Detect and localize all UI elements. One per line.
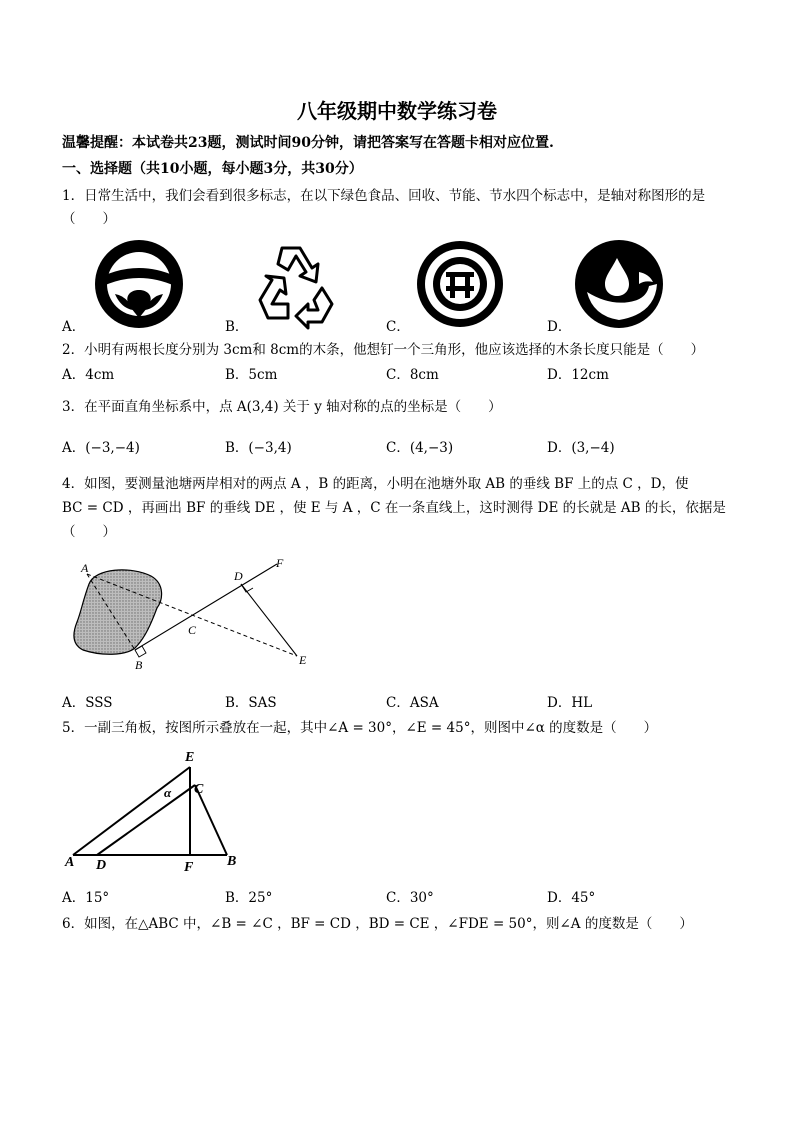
line-d-e [241,584,297,656]
label-alpha: α [164,785,172,800]
question-5-option-c[interactable]: C．30° [386,890,434,906]
label-c: C [188,623,197,637]
question-4-option-c[interactable]: C．ASA [386,695,439,711]
question-3-option-b[interactable]: B．(−3,4) [225,440,292,456]
label-b: B [227,854,237,869]
question-3-option-d[interactable]: D．(3,−4) [547,440,615,456]
question-5-option-a[interactable]: A．15° [62,890,110,906]
right-angle-b [135,646,146,657]
question-4-option-a[interactable]: A．SSS [62,695,113,711]
question-5-option-d[interactable]: D．45° [547,890,596,906]
question-2-text: 2．小明有两根长度分别为 3cm和 8cm的木条，他想钉一个三角形，他应该选择的木条长度只能是（ ） [62,342,705,358]
label-d: D [96,858,107,873]
water-saving-logo-icon [573,238,665,330]
segment-a-e [73,767,190,855]
question-1-option-a[interactable]: A． [62,319,86,335]
page-title: 八年级期中数学练习卷 [297,99,497,123]
question-1-text: 1．日常生活中，我们会看到很多标志，在以下绿色食品、回收、节能、节水四个标志中，是轴对称图形的是 [62,188,706,204]
label-e: E [299,653,307,667]
question-2-option-b[interactable]: B．5cm [225,367,278,383]
question-6-text: 6．如图，在△ABC 中，∠B = ∠C ，BF = CD ，BD = CE ，∠FDE = 50°，则∠A 的度数是（ ） [62,916,693,932]
label-f: F [276,556,284,570]
label-f: F [184,860,194,875]
question-2-option-d[interactable]: D．12cm [547,367,609,383]
question-4-text-line-1: 4．如图，要测量池塘两岸相对的两点 A ，B 的距离，小明在池塘外取 AB 的垂线 BF 上的点 C ，D，使 [62,476,689,492]
question-3-option-c[interactable]: C．(4,−3) [386,440,454,456]
label-e: E [185,750,195,765]
question-1-option-c[interactable]: C． [386,319,410,335]
energy-saving-logo-icon [415,238,505,330]
exam-notice: 温馨提醒：本试卷共23题，测试时间90分钟，请把答案写在答题卡相对应位置. [62,135,554,151]
question-5-text: 5．一副三角板，按图所示叠放在一起，其中∠A = 30°，∠E = 45°，则图中∠α 的度数是（ ） [62,720,658,736]
question-2-option-a[interactable]: A．4cm [62,367,115,383]
question-4-option-b[interactable]: B．SAS [225,695,277,711]
question-1-option-d[interactable]: D． [547,319,572,335]
question-4-option-d[interactable]: D．HL [547,695,593,711]
question-3-option-a[interactable]: A．(−3,−4) [62,440,140,456]
label-a: A [65,855,75,870]
label-a: A [81,561,89,575]
label-b: B [135,658,143,672]
question-4-paren: （ ） [62,524,116,540]
question-5-option-b[interactable]: B．25° [225,890,273,906]
segment-d-c [97,785,195,855]
pond-geometry-diagram [65,552,320,677]
question-2-option-c[interactable]: C．8cm [386,367,439,383]
label-c: C [194,782,204,797]
question-4-text-line-2: BC = CD ，再画出 BF 的垂线 DE ，使 E 与 A ，C 在一条直线上，这时测得 DE 的长就是 AB 的长，依据是 [62,500,726,516]
label-d: D [234,569,243,583]
triangle-set-diagram [63,745,243,875]
recycle-logo-icon [252,238,342,330]
green-food-logo-icon [93,238,185,330]
question-1-option-b[interactable]: B． [225,319,249,335]
question-1-paren: （ ） [62,211,116,227]
question-3-text: 3．在平面直角坐标系中，点 A(3,4) 关于 y 轴对称的点的坐标是（ ） [62,399,502,415]
section-heading: 一、选择题（共10小题，每小题3分，共30分） [62,161,363,177]
